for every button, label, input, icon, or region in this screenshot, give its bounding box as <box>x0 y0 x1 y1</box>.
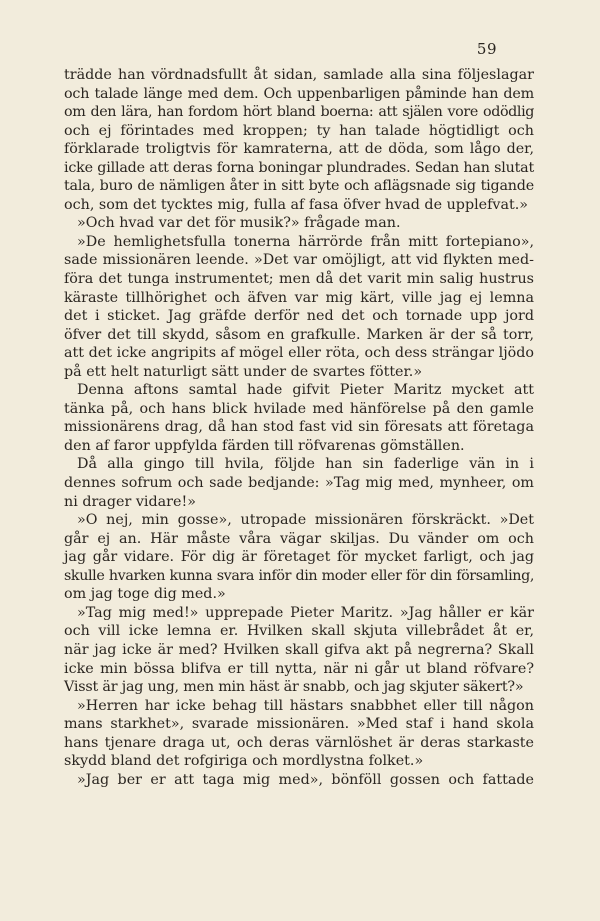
text-line: icke gillade att deras forna boningar plundrades. Sedan han slutat <box>64 159 534 176</box>
text-line: öfver det till skydd, såsom en grafkulle. Marken är der så torr, <box>64 326 534 343</box>
text-line: »O nej, min gosse», utropade missionären förskräckt. »Det <box>77 512 534 529</box>
text-line: när jag icke är med? Hvilken skall gifva akt på negrerna? Skall <box>64 641 534 658</box>
text-line: föra det tunga instrumentet; men då det varit min salig hustrus <box>64 271 534 288</box>
text-line: »Och hvad var det för musik?» frågade man. <box>77 215 401 232</box>
text-line: »Herren har icke behag till hästars snabbhet eller till någon <box>77 697 534 714</box>
text-line: dennes sofrum och sade bedjande: »Tag mig med, mynheer, om <box>64 475 534 492</box>
text-line: den af faror uppfylda färden till röfvarenas gömställen. <box>64 437 465 454</box>
text-line: går ej an. Här måste våra vägar skiljas. Du vänder om och <box>64 530 534 547</box>
text-line: det i sticket. Jag gräfde derför ned det och tornade upp jord <box>64 308 534 325</box>
text-line: Denna aftons samtal hade gifvit Pieter Maritz mycket att <box>77 382 534 399</box>
text-line: sade missionären leende. »Det var omöjligt, att vid flykten med- <box>64 252 534 269</box>
text-line: tala, buro de nämligen åter in sitt byte och aflägsnade sig tigande <box>64 178 534 195</box>
text-line: tänka på, och hans blick hvilade med hänförelse på den gamle <box>64 400 534 417</box>
text-line: mans starkhet», svarade missionären. »Med staf i hand skola <box>64 716 534 733</box>
text-line: om jag toge dig med.» <box>64 586 226 603</box>
text-line: »Tag mig med!» upprepade Pieter Maritz. »Jag håller er kär <box>77 604 534 621</box>
text-line: och vill icke lemna er. Hvilken skall skjuta villebrådet åt er, <box>64 623 534 640</box>
text-line: jag går vidare. För dig är företaget för mycket farligt, och jag <box>64 549 534 566</box>
text-line: käraste tillhörighet och äfven var mig kärt, ville jag ej lemna <box>64 289 534 306</box>
text-line: på ett helt naturligt sätt under de svartes fötter.» <box>64 363 423 380</box>
text-line: att det icke angripits af mögel eller röta, och dess strängar ljödo <box>64 345 534 362</box>
text-line: och ej förintades med kroppen; ty han talade högtidligt och <box>64 122 534 139</box>
text-line: skulle hvarken kunna svara inför din moder eller för din församling, <box>64 567 534 584</box>
text-line: missionärens drag, då han stod fast vid sin föresats att företaga <box>64 419 534 436</box>
text-line: trädde han vördnadsfullt åt sidan, samlade alla sina följeslagar <box>64 67 534 83</box>
text-line: icke min bössa blifva er till nytta, när ni går ut bland röfvare? <box>64 660 534 677</box>
text-line: och talade länge med dem. Och uppenbarligen påminde han dem <box>64 85 534 102</box>
page-number: 59 <box>476 40 497 58</box>
text-line: Visst är jag ung, men min häst är snabb, och jag skjuter säkert?» <box>64 679 524 696</box>
text-line: om den lära, han fordom hört bland boerna: att själen vore odödlig <box>64 104 534 121</box>
text-line: »Jag ber er att taga mig med», bönföll gossen och fattade <box>77 771 534 788</box>
text-line: och, som det tycktes mig, fulla af fasa öfver hvad de upplefvat.» <box>64 196 529 213</box>
text-line: förklarade troligtvis för kamraterna, att de döda, som lågo der, <box>64 141 534 158</box>
text-line: ni drager vidare!» <box>64 493 196 510</box>
text-line: skydd bland det rofgiriga och mordlystna folket.» <box>64 753 424 770</box>
text-line: hans tjenare draga ut, och deras värnlöshet är deras starkaste <box>64 734 534 751</box>
body-text <box>64 66 534 789</box>
text-line: »De hemlighetsfulla tonerna härrörde från mitt fortepiano», <box>77 233 534 250</box>
text-line: Då alla gingo till hvila, följde han sin faderlige vän in i <box>77 456 534 473</box>
